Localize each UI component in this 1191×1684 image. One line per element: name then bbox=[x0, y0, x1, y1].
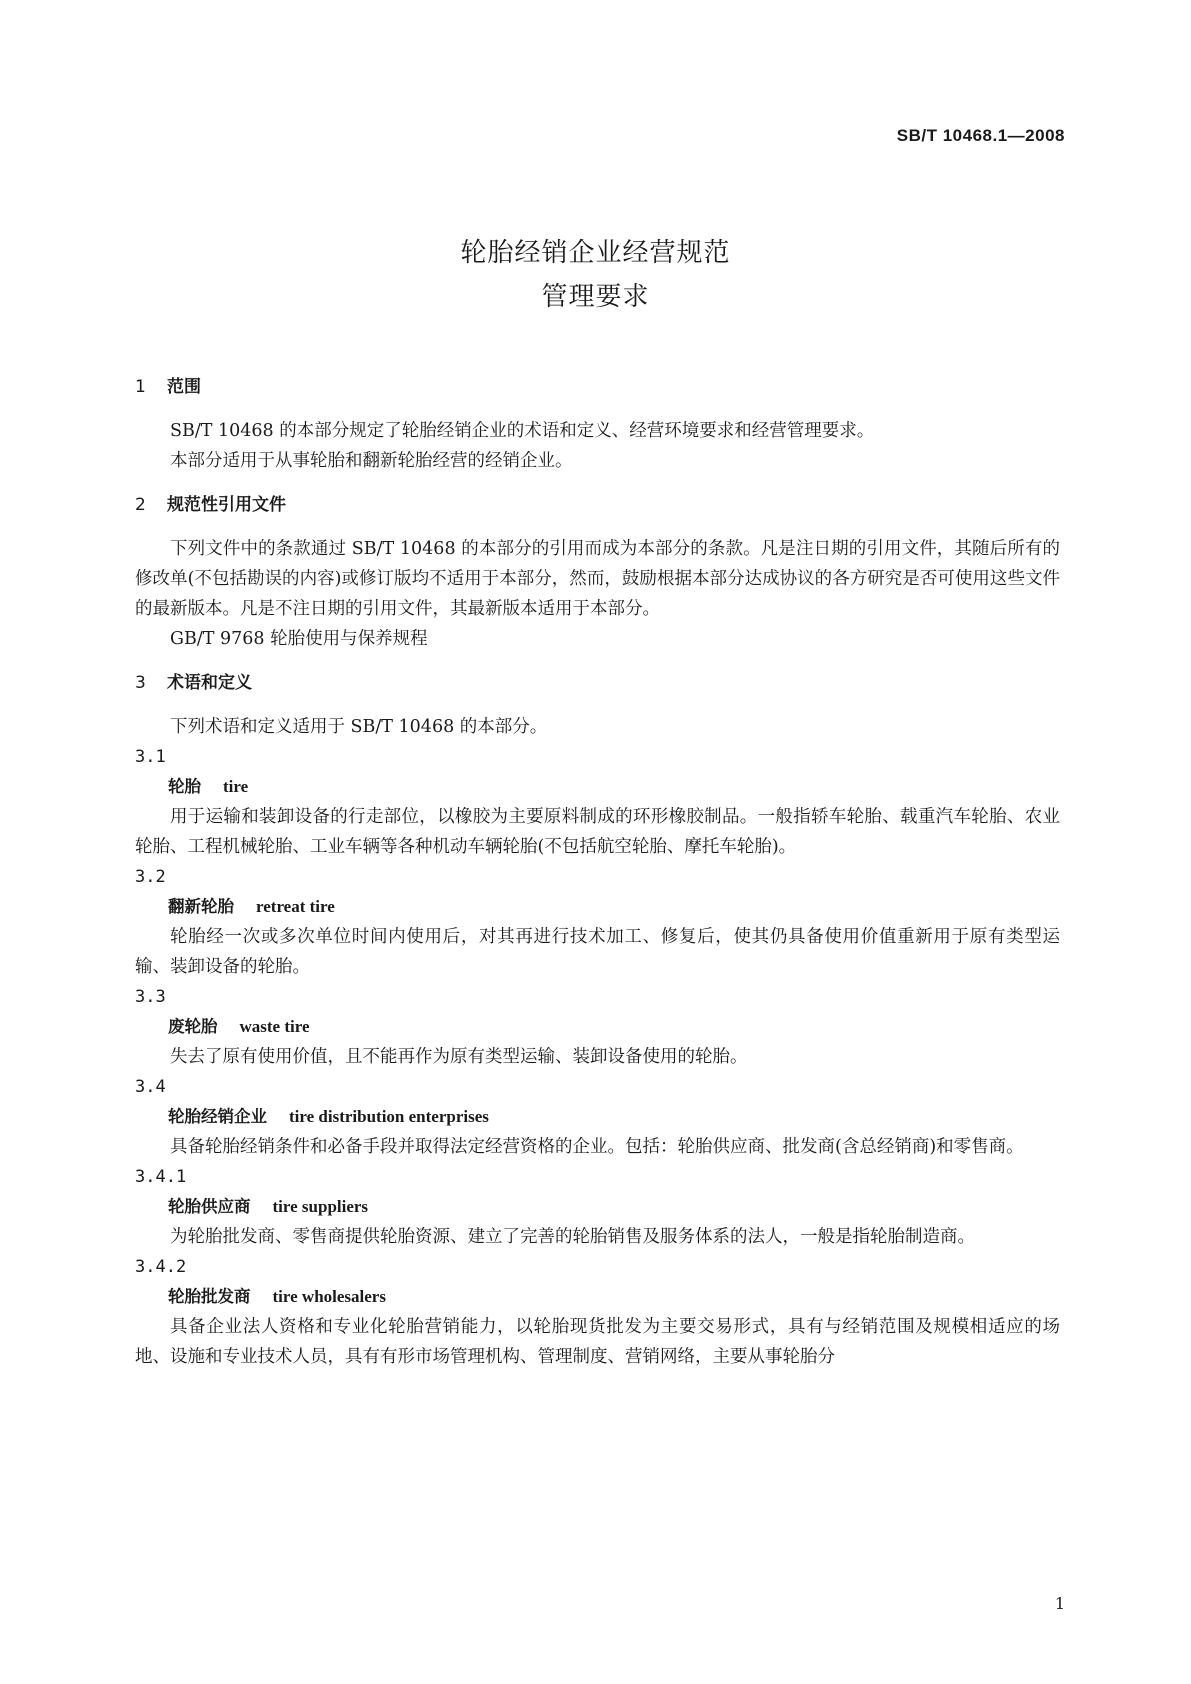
term-en: waste tire bbox=[239, 1017, 310, 1036]
section-number: 3 bbox=[135, 673, 146, 693]
term-cn: 轮胎经销企业 bbox=[168, 1107, 267, 1126]
term-en: retreat tire bbox=[256, 897, 335, 916]
term-number: 3.2 bbox=[135, 867, 166, 887]
term-en: tire suppliers bbox=[272, 1197, 369, 1216]
term-number: 3.4.1 bbox=[135, 1167, 187, 1187]
standard-code: SB/T 10468.1—2008 bbox=[896, 126, 1065, 145]
section-heading-normative-references bbox=[135, 488, 1060, 522]
term-definition: 用于运输和装卸设备的行走部位，以橡胶为主要原料制成的环形橡胶制品。一般指轿车轮胎、载重汽车轮胎、农业轮胎、工程机械轮胎、工业车辆等各种机动车辆轮胎(不包括航空轮胎、摩托车轮胎)。 bbox=[135, 807, 1060, 857]
term-definition: 具备轮胎经销条件和必备手段并取得法定经营资格的企业。包括：轮胎供应商、批发商(含总经销商)和零售商。 bbox=[170, 1137, 1024, 1157]
term-cn: 轮胎供应商 bbox=[168, 1197, 251, 1216]
term-number: 3.4 bbox=[135, 1077, 166, 1097]
paragraph: SB/T 10468 的本部分规定了轮胎经销企业的术语和定义、经营环境要求和经营管理要求。 bbox=[170, 421, 875, 441]
document-title: 轮胎经销企业经营规范 bbox=[460, 238, 731, 268]
term-heading bbox=[135, 1102, 1060, 1132]
paragraph: 本部分适用于从事轮胎和翻新轮胎经营的经销企业。 bbox=[170, 451, 573, 471]
term-en: tire wholesalers bbox=[272, 1287, 386, 1306]
term-cn: 轮胎批发商 bbox=[168, 1287, 251, 1306]
term-en: tire distribution enterprises bbox=[289, 1107, 489, 1126]
document-subtitle: 管理要求 bbox=[541, 282, 650, 312]
paragraph: 下列文件中的条款通过 SB/T 10468 的本部分的引用而成为本部分的条款。凡是注日期的引用文件，其随后所有的修改单(不包括勘误的内容)或修订版均不适用于本部分，然而，鼓励根据本部分达成协议的各方研究是否可使用这些文件的最新版本。凡是不注日期的引用文件，其最新版本适用于本部分。 bbox=[135, 539, 1060, 619]
section-heading-scope bbox=[135, 370, 1060, 404]
term-en: tire bbox=[223, 777, 249, 796]
term-definition: 为轮胎批发商、零售商提供轮胎资源、建立了完善的轮胎销售及服务体系的法人，一般是指轮胎制造商。 bbox=[170, 1227, 975, 1247]
section-title: 范围 bbox=[167, 377, 201, 397]
term-definition: 失去了原有使用价值，且不能再作为原有类型运输、装卸设备使用的轮胎。 bbox=[170, 1047, 748, 1067]
term-cn: 废轮胎 bbox=[168, 1017, 218, 1036]
term-heading bbox=[135, 1192, 1060, 1222]
term-heading bbox=[135, 772, 1060, 802]
section-title: 术语和定义 bbox=[167, 673, 252, 693]
paragraph-reference: GB/T 9768 轮胎使用与保养规程 bbox=[170, 629, 428, 649]
term-definition: 具备企业法人资格和专业化轮胎营销能力，以轮胎现货批发为主要交易形式，具有与经销范围及规模相适应的场地、设施和专业技术人员，具有有形市场管理机构、管理制度、营销网络，主要从事轮胎分 bbox=[135, 1317, 1060, 1367]
term-heading bbox=[135, 1012, 1060, 1042]
section-heading-terms-definitions bbox=[135, 666, 1060, 700]
term-number: 3.4.2 bbox=[135, 1257, 187, 1277]
document-body bbox=[135, 370, 1060, 1372]
term-heading bbox=[135, 1282, 1060, 1312]
term-cn: 轮胎 bbox=[168, 777, 201, 796]
page-number: 1 bbox=[1054, 1594, 1065, 1613]
term-number: 3.3 bbox=[135, 987, 166, 1007]
section-number: 1 bbox=[135, 377, 146, 397]
paragraph: 下列术语和定义适用于 SB/T 10468 的本部分。 bbox=[170, 717, 548, 737]
term-cn: 翻新轮胎 bbox=[168, 897, 234, 916]
term-definition: 轮胎经一次或多次单位时间内使用后，对其再进行技术加工、修复后，使其仍具备使用价值重新用于原有类型运输、装卸设备的轮胎。 bbox=[135, 927, 1060, 977]
section-number: 2 bbox=[135, 495, 146, 515]
section-title: 规范性引用文件 bbox=[167, 495, 286, 515]
term-heading bbox=[135, 892, 1060, 922]
term-number: 3.1 bbox=[135, 747, 166, 767]
